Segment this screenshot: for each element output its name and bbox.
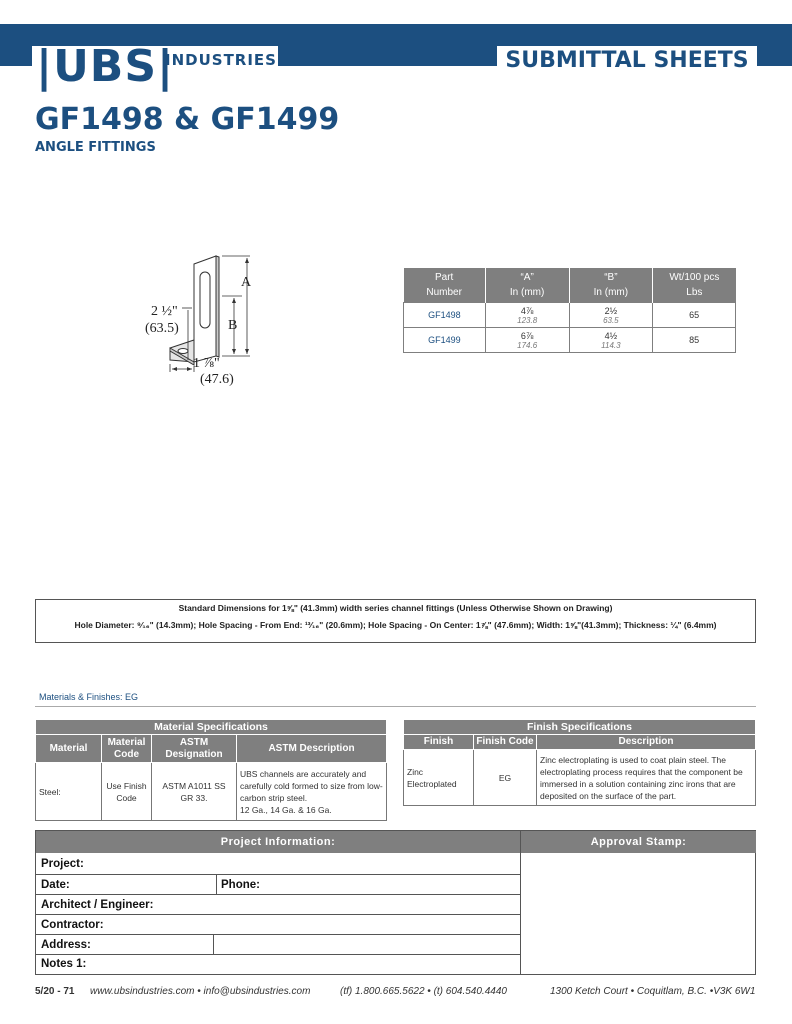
product-subtitle: ANGLE FITTINGS: [35, 140, 156, 155]
footer-phones: (tf) 1.800.665.5622 • (t) 604.540.4440: [340, 986, 507, 997]
column-divider: [520, 831, 521, 974]
materials-finishes-label: Materials & Finishes: EG: [39, 692, 139, 702]
material-specifications-table: [35, 719, 387, 821]
phone-field[interactable]: Phone:: [221, 879, 260, 891]
width-inches: 1 ⅞": [193, 356, 220, 371]
industries-logo-text: INDUSTRIES: [165, 51, 277, 69]
footer-web: www.ubsindustries.com • info@ubsindustries.com: [90, 986, 311, 997]
material-code-value: Use Finish Code: [102, 763, 152, 821]
parts-table: [403, 268, 736, 353]
dim-a: 4⅞ 123.8: [485, 303, 569, 328]
finish-spec-caption: Finish Specifications: [404, 720, 756, 735]
table-row: [404, 303, 736, 328]
notes-field[interactable]: Notes 1:: [41, 958, 87, 970]
project-field[interactable]: Project:: [36, 853, 520, 875]
table-row: [36, 763, 387, 821]
weight: 85: [653, 328, 736, 353]
header-b: “B” In (mm): [569, 268, 653, 303]
standard-dimensions-details: Hole Diameter: ⁹⁄₁₆" (14.3mm); Hole Spacing - From End: ¹³⁄₁₆" (20.6mm); Hole Spacing - On Center: 1⅞" (47.6mm); Width: 1⅝"(41.3mm); Thickness: ¼" (6.4mm): [74, 620, 717, 630]
header-finish-description: Description: [537, 735, 756, 750]
header-part-number: Part Number: [404, 268, 486, 303]
standard-dimensions-box: [35, 599, 756, 643]
header-astm-description: ASTM Description: [237, 735, 387, 763]
header-weight: Wt/100 pcs Lbs: [653, 268, 736, 303]
header-finish: Finish: [404, 735, 474, 750]
material-spec-caption: Material Specifications: [36, 720, 387, 735]
finish-description-value: Zinc electroplating is used to coat plain steel. The electroplating process requires that the component be immersed in a solution containing zinc irons that are deposited on the surface of the part.: [537, 750, 756, 806]
table-row: [404, 328, 736, 353]
finish-specifications-table: [403, 719, 756, 806]
base-hole: [178, 349, 188, 354]
finish-code-value: EG: [474, 750, 537, 806]
dim-a: 6⅞ 174.6: [485, 328, 569, 353]
finish-value: Zinc Electroplated: [404, 750, 474, 806]
submittal-sheets-banner: SUBMITTAL SHEETS: [505, 48, 749, 73]
header-astm-designation: ASTM Designation: [152, 735, 237, 763]
dim-b: 4½ 114.3: [569, 328, 653, 353]
page-number: 5/20 - 71: [35, 986, 75, 997]
standard-dimensions-title: Standard Dimensions for 1⅝" (41.3mm) width series channel fittings (Unless Otherwise Shown on Drawing): [178, 603, 613, 613]
astm-designation-value: ASTM A1011 SS GR 33.: [152, 763, 237, 821]
product-title: GF1498 & GF1499: [35, 102, 340, 137]
width-mm: (47.6): [200, 372, 234, 387]
slot-hole: [200, 272, 210, 328]
table-row: [404, 750, 756, 806]
divider: [35, 706, 756, 707]
footer-address: 1300 Ketch Court • Coquitlam, B.C. •V3K 6W1: [550, 986, 756, 997]
header-material: Material: [36, 735, 102, 763]
address-divider: [213, 935, 214, 955]
address-field[interactable]: Address:: [36, 935, 520, 955]
date-field[interactable]: Date:: [41, 879, 70, 891]
project-information-header: Project Information:: [36, 831, 520, 853]
header-a: “A” In (mm): [485, 268, 569, 303]
astm-description-value: UBS channels are accurately and carefully cold formed to size from low-carbon strip steel. 12 Ga., 14 Ga. & 16 Ga.: [237, 763, 387, 821]
dimension-b-label: B: [228, 318, 238, 333]
height-inches: 2 ½": [151, 304, 178, 319]
contractor-field[interactable]: Contractor:: [36, 915, 520, 935]
date-phone-divider: [216, 875, 217, 895]
dimension-a-label: A: [241, 275, 252, 290]
weight: 65: [653, 303, 736, 328]
part-number: GF1499: [404, 328, 486, 353]
ubs-logo: |UBS|: [36, 41, 175, 92]
dim-b: 2½ 63.5: [569, 303, 653, 328]
part-number: GF1498: [404, 303, 486, 328]
material-value: Steel:: [36, 763, 102, 821]
date-phone-row: [36, 875, 520, 895]
header-material-code: Material Code: [102, 735, 152, 763]
height-mm: (63.5): [145, 321, 179, 336]
header-finish-code: Finish Code: [474, 735, 537, 750]
architect-field[interactable]: Architect / Engineer:: [36, 895, 520, 915]
approval-stamp-header: Approval Stamp:: [521, 831, 756, 853]
project-information-form: [35, 830, 756, 975]
plate-edge: [216, 256, 219, 357]
